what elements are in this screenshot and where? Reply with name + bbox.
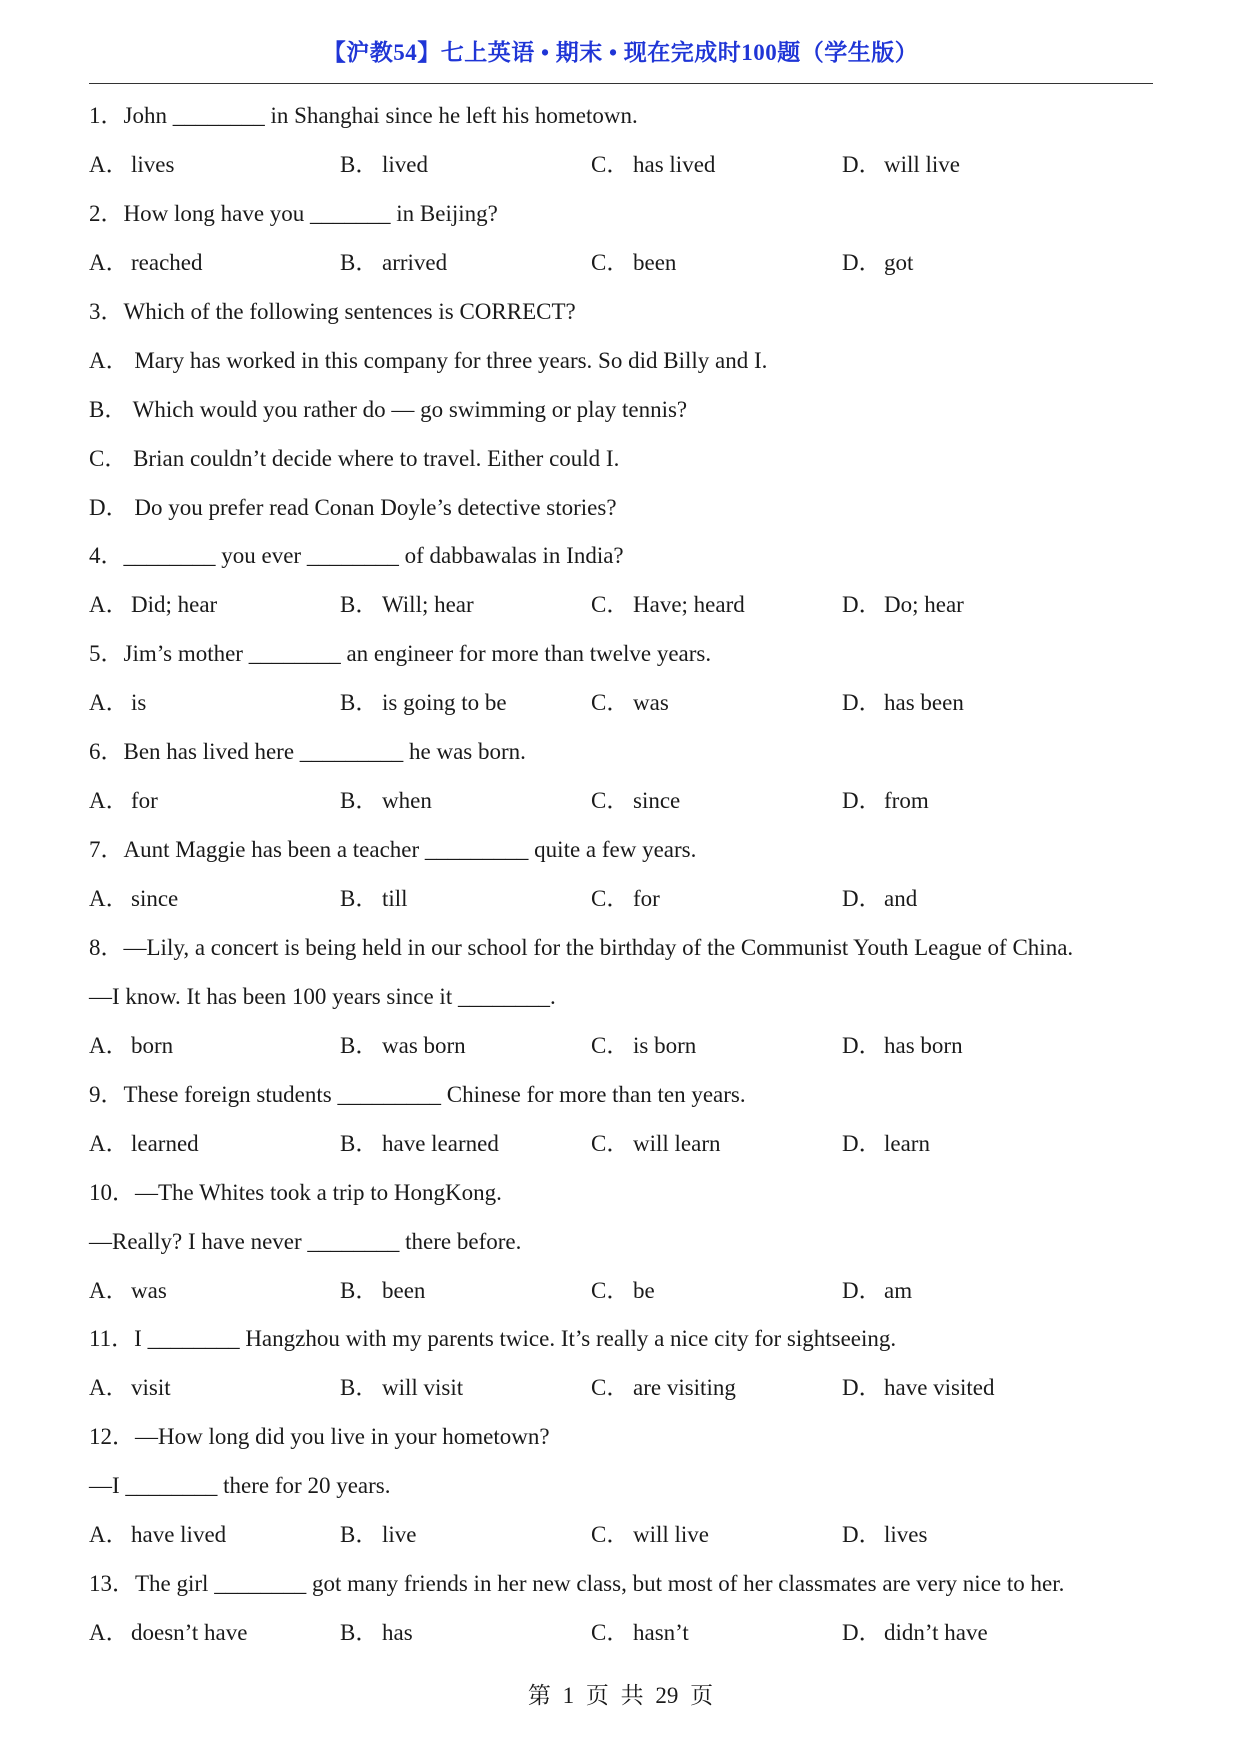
answer-options [89, 1613, 1153, 1662]
option-text: live [382, 1522, 417, 1548]
question-text: Ben has lived here _________ he was born. [123, 739, 526, 765]
answer-option [89, 879, 340, 928]
option-letter: A． [89, 1620, 129, 1646]
option-text: was born [382, 1032, 466, 1058]
option-text: was [633, 690, 669, 716]
option-text: learned [131, 1130, 199, 1156]
answer-options [89, 1026, 1153, 1075]
answer-options [89, 683, 1153, 732]
option-letter: A． [89, 151, 129, 177]
option-text: visit [131, 1375, 171, 1401]
option-text: been [633, 249, 677, 275]
question-stem [89, 1075, 1153, 1124]
option-letter: C． [591, 151, 630, 177]
answer-option [591, 585, 842, 634]
answer-option [340, 1515, 591, 1564]
option-letter: C． [591, 249, 630, 275]
option-text: has been [884, 690, 964, 716]
question-number: 3． [89, 298, 124, 324]
option-letter: B． [340, 1032, 379, 1058]
option-text: am [884, 1277, 913, 1303]
answer-option [842, 1124, 1093, 1173]
option-letter: B． [340, 1277, 379, 1303]
option-text: lives [884, 1522, 928, 1548]
answer-option [89, 781, 340, 830]
answer-option [591, 1124, 842, 1173]
answer-options [89, 1515, 1153, 1564]
option-letter: A． [89, 1522, 129, 1548]
option-text: has lived [633, 151, 716, 177]
question-stem [89, 194, 1153, 243]
question-stem [89, 292, 1153, 341]
answer-option [591, 879, 842, 928]
question-stem-continued: —I know. It has been 100 years since it ________. [89, 983, 556, 1009]
answer-option [89, 585, 340, 634]
option-letter: B． [340, 1522, 379, 1548]
question-stem [89, 830, 1153, 879]
answer-options [89, 1124, 1153, 1173]
option-text: got [884, 249, 914, 275]
question-stem [89, 1319, 1153, 1368]
option-letter: C． [591, 1032, 630, 1058]
answer-option [842, 145, 1093, 194]
option-letter: C． [591, 886, 630, 911]
option-text: lived [382, 151, 428, 177]
answer-option [340, 879, 591, 928]
answer-option [842, 585, 1093, 634]
question-stem [89, 928, 1153, 977]
option-letter: A． [89, 1032, 129, 1058]
question-text: John ________ in Shanghai since he left his hometown. [123, 103, 638, 128]
page-footer-number: 第 1 页 共 29 页 [527, 1683, 714, 1708]
option-letter: B． [340, 1130, 379, 1156]
question-list [89, 96, 1153, 1662]
answer-option [340, 243, 591, 292]
question-number: 13． [89, 1571, 135, 1597]
answer-option [591, 1271, 842, 1320]
answer-option [89, 145, 340, 194]
option-text: reached [131, 249, 203, 275]
option-text: born [131, 1032, 174, 1058]
answer-option [340, 1368, 591, 1417]
answer-option [591, 683, 842, 732]
option-letter: B． [340, 151, 379, 177]
answer-option [340, 781, 591, 830]
question-text: —The Whites took a trip to HongKong. [135, 1179, 502, 1205]
answer-option [842, 1271, 1093, 1320]
question-number: 6． [89, 739, 124, 765]
option-text: have lived [131, 1522, 227, 1548]
question-text: Which of the following sentences is CORRECT? [123, 298, 576, 324]
question-number: 1． [89, 103, 124, 128]
header-divider [89, 83, 1153, 84]
question-number: 4． [89, 543, 124, 569]
answer-option [89, 1271, 340, 1320]
answer-option-long: B． Which would you rather do — go swimming or play tennis? [89, 396, 688, 422]
question-stem [89, 1564, 1153, 1613]
answer-option [842, 1368, 1093, 1417]
option-letter: C． [591, 1277, 630, 1303]
question-stem-continued: —I ________ there for 20 years. [89, 1473, 391, 1499]
option-letter: B． [340, 690, 379, 716]
question-stem [89, 1173, 1153, 1222]
option-text: since [633, 788, 681, 814]
option-letter: A． [89, 1130, 129, 1156]
option-letter: D． [842, 1375, 882, 1401]
answer-option [842, 781, 1093, 830]
option-text: have learned [382, 1130, 499, 1156]
option-letter: D． [842, 249, 882, 275]
question-number: 2． [89, 200, 124, 226]
answer-option [340, 1271, 591, 1320]
answer-options [89, 145, 1153, 194]
answer-option [340, 1124, 591, 1173]
option-letter: D． [842, 788, 882, 814]
option-letter: B． [340, 788, 379, 814]
answer-options [89, 243, 1153, 292]
option-text: Will; hear [382, 592, 474, 618]
option-text: is [131, 690, 147, 716]
answer-option [842, 1515, 1093, 1564]
question-text: Aunt Maggie has been a teacher _________ quite a few years. [123, 837, 697, 863]
option-letter: A． [89, 690, 129, 716]
option-text: is born [633, 1032, 697, 1058]
answer-option [89, 243, 340, 292]
option-text: and [884, 886, 918, 911]
answer-option [591, 243, 842, 292]
option-text: be [633, 1277, 655, 1303]
option-text: was [131, 1277, 167, 1303]
answer-option [591, 1368, 842, 1417]
question-stem [89, 96, 1153, 145]
answer-option [89, 1613, 340, 1662]
answer-option [89, 683, 340, 732]
answer-option [89, 1026, 340, 1075]
answer-option [842, 243, 1093, 292]
answer-option [89, 1124, 340, 1173]
question-stem [89, 536, 1153, 585]
answer-option [340, 585, 591, 634]
answer-option [842, 879, 1093, 928]
answer-option [591, 1515, 842, 1564]
option-text: for [131, 788, 158, 814]
question-text: I ________ Hangzhou with my parents twice. It’s really a nice city for sightseeing. [134, 1326, 897, 1352]
option-letter: B． [340, 1375, 379, 1401]
question-number: 12． [89, 1424, 135, 1450]
answer-option [591, 1026, 842, 1075]
question-number: 9． [89, 1081, 124, 1107]
option-letter: A． [89, 592, 129, 618]
question-number: 5． [89, 641, 124, 667]
option-letter: D． [842, 1277, 882, 1303]
option-text: didn’t have [884, 1620, 988, 1646]
answer-option [340, 683, 591, 732]
option-letter: C． [591, 1620, 630, 1646]
answer-option [340, 1613, 591, 1662]
page-header-title: 【沪教54】七上英语 • 期末 • 现在完成时100题（学生版） [322, 40, 919, 65]
answer-option [591, 1613, 842, 1662]
option-letter: D． [842, 690, 882, 716]
option-letter: B． [340, 886, 379, 911]
option-letter: B． [340, 592, 379, 618]
option-letter: A． [89, 1375, 129, 1401]
option-text: is going to be [382, 690, 507, 716]
question-text: —Lily, a concert is being held in our school for the birthday of the Communist Youth League of China. [123, 934, 1074, 960]
question-number: 10． [89, 1179, 135, 1205]
option-text: been [382, 1277, 426, 1303]
option-text: will live [633, 1522, 710, 1548]
option-text: have visited [884, 1375, 995, 1401]
option-letter: D． [842, 886, 882, 911]
question-number: 7． [89, 837, 124, 863]
answer-options [89, 1368, 1153, 1417]
question-stem [89, 1417, 1153, 1466]
answer-option [89, 1368, 340, 1417]
answer-option [591, 781, 842, 830]
option-text: when [382, 788, 432, 814]
question-text: —How long did you live in your hometown? [135, 1424, 550, 1450]
option-letter: C． [591, 1522, 630, 1548]
answer-option [591, 145, 842, 194]
question-stem [89, 732, 1153, 781]
option-letter: A． [89, 1277, 129, 1303]
option-letter: C． [591, 1375, 630, 1401]
option-text: Did; hear [131, 592, 218, 618]
option-text: are visiting [633, 1375, 736, 1401]
option-text: has [382, 1620, 413, 1646]
option-letter: B． [340, 1620, 379, 1646]
answer-option [842, 1613, 1093, 1662]
option-text: hasn’t [633, 1620, 689, 1646]
answer-option [340, 1026, 591, 1075]
option-letter: C． [591, 690, 630, 716]
question-stem-continued: —Really? I have never ________ there before. [89, 1228, 522, 1254]
option-letter: A． [89, 886, 129, 911]
option-text: has born [884, 1032, 963, 1058]
answer-options [89, 1271, 1153, 1320]
option-text: will live [884, 151, 961, 177]
answer-option-long: A． Mary has worked in this company for three years. So did Billy and I. [89, 347, 768, 373]
answer-options [89, 879, 1153, 928]
option-text: learn [884, 1130, 930, 1156]
option-letter: C． [591, 1130, 630, 1156]
answer-options [89, 585, 1153, 634]
question-stem [89, 634, 1153, 683]
option-text: Do; hear [884, 592, 964, 618]
option-text: for [633, 886, 660, 911]
question-text: How long have you _______ in Beijing? [123, 200, 498, 226]
answer-options [89, 781, 1153, 830]
answer-option-long: D． Do you prefer read Conan Doyle’s detective stories? [89, 494, 617, 520]
option-letter: D． [842, 1522, 882, 1548]
option-text: till [382, 886, 408, 911]
option-letter: C． [591, 592, 630, 618]
option-text: from [884, 788, 929, 814]
option-letter: B． [340, 249, 379, 275]
option-letter: A． [89, 788, 129, 814]
option-letter: A． [89, 249, 129, 275]
option-text: arrived [382, 249, 448, 275]
question-number: 11． [89, 1326, 135, 1352]
option-letter: D． [842, 1032, 882, 1058]
option-letter: D． [842, 151, 882, 177]
answer-option-long: C． Brian couldn’t decide where to travel. Either could I. [89, 445, 620, 471]
answer-option [340, 145, 591, 194]
question-text: Jim’s mother ________ an engineer for more than twelve years. [123, 641, 712, 667]
question-text: ________ you ever ________ of dabbawalas in India? [123, 543, 624, 569]
option-letter: D． [842, 592, 882, 618]
option-letter: C． [591, 788, 630, 814]
option-text: since [131, 886, 179, 911]
option-text: lives [131, 151, 175, 177]
option-text: doesn’t have [131, 1620, 248, 1646]
option-text: will learn [633, 1130, 721, 1156]
question-text: These foreign students _________ Chinese for more than ten years. [123, 1081, 746, 1107]
option-text: Have; heard [633, 592, 745, 618]
option-letter: D． [842, 1620, 882, 1646]
question-number: 8． [89, 934, 124, 960]
answer-option [89, 1515, 340, 1564]
option-text: will visit [382, 1375, 464, 1401]
option-letter: D． [842, 1130, 882, 1156]
question-text: The girl ________ got many friends in her new class, but most of her classmates are very nice to her. [135, 1571, 1065, 1597]
answer-option [842, 1026, 1093, 1075]
answer-option [842, 683, 1093, 732]
